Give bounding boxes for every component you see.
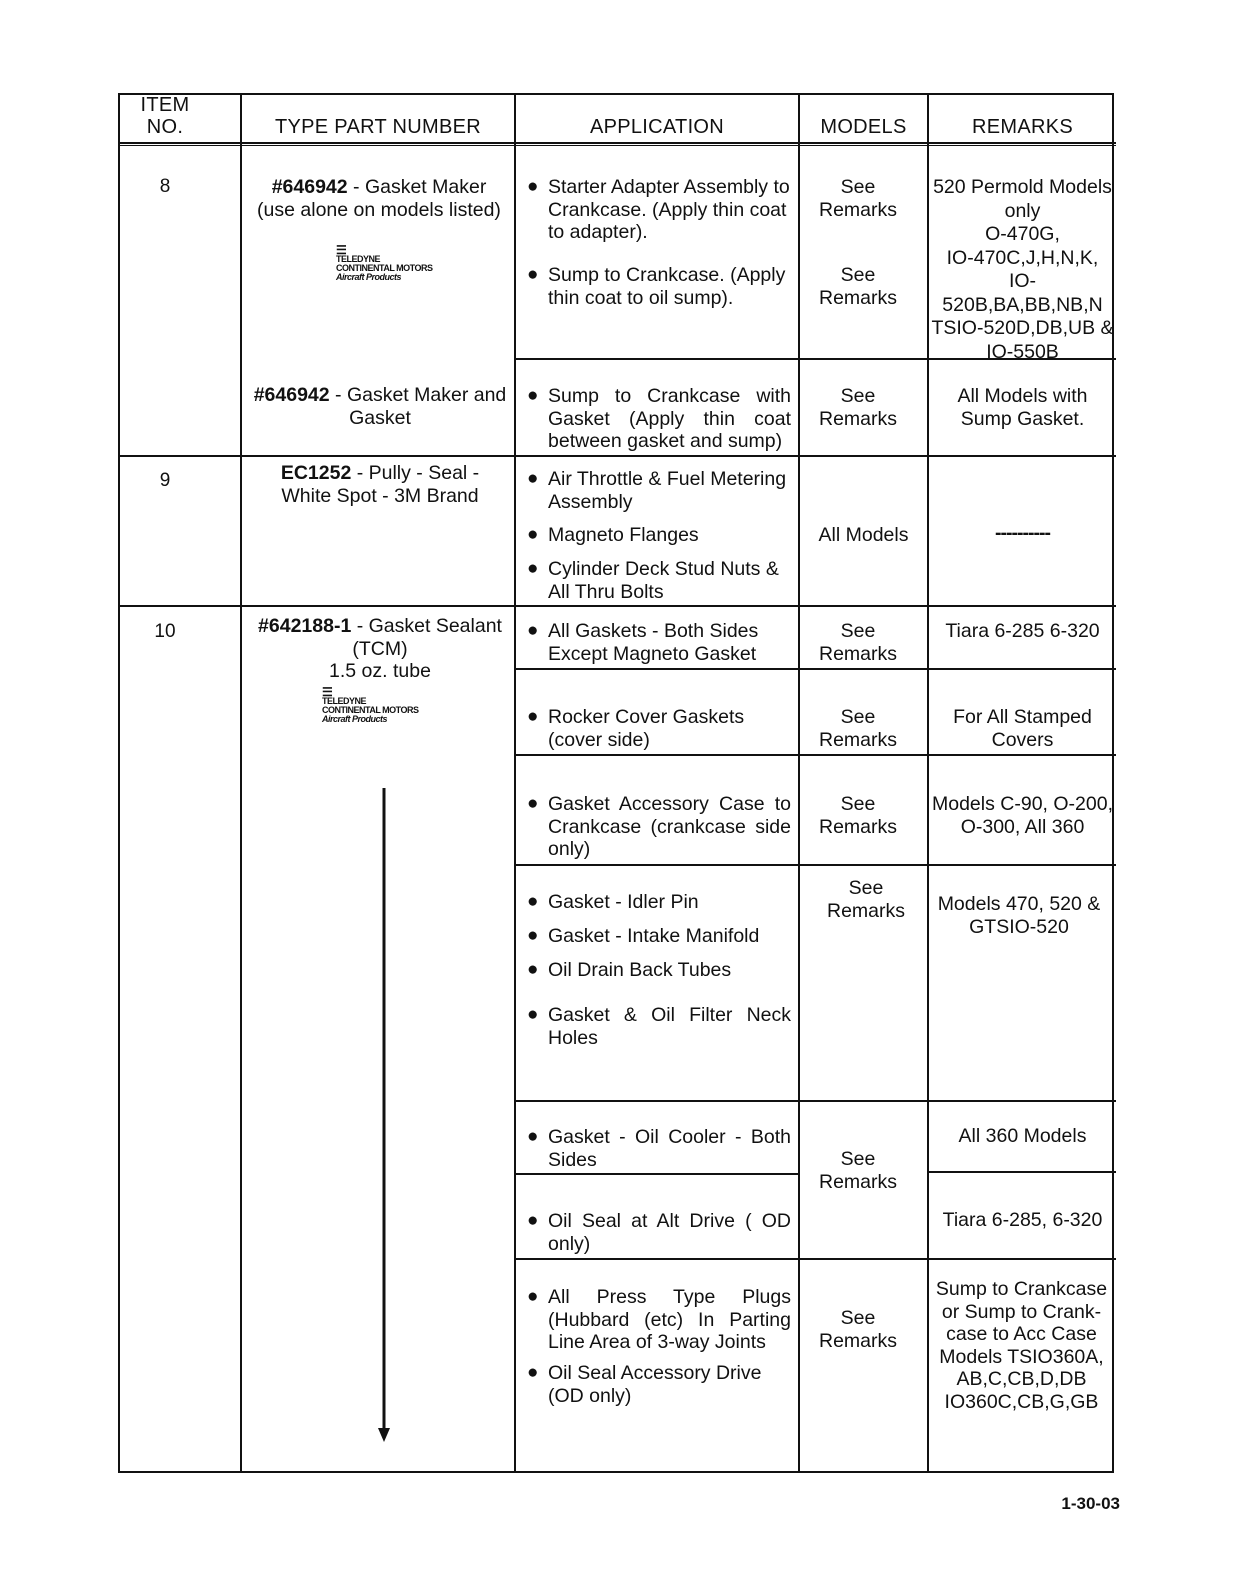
- application-text: Oil Seal Accessory Drive (OD only): [548, 1362, 762, 1407]
- remarks-line: O-300, All 360: [960, 815, 1085, 838]
- bullet-icon: ●: [527, 264, 539, 285]
- application-text: All Gaskets - Both Sides Except Magneto Gasket: [548, 620, 759, 665]
- bullet-icon: ●: [527, 1004, 539, 1025]
- application-bullet: [527, 891, 791, 914]
- item-number: 10: [154, 621, 176, 642]
- application-text: Rocker Cover Gaskets (cover side): [548, 706, 745, 751]
- part-description-2: Gasket: [349, 406, 411, 429]
- application-text: All Press Type Plugs (Hubbard (etc) In Parting Line Area of 3-way Joints: [548, 1286, 791, 1353]
- logo-line-2: CONTINENTAL MOTORS: [322, 705, 419, 715]
- models-cell: See Remarks: [818, 620, 897, 665]
- application-bullet: [527, 524, 791, 547]
- remarks-line: O-470G,: [985, 223, 1060, 245]
- part-description-2: (TCM): [352, 637, 408, 660]
- part-number-cell: [244, 615, 516, 683]
- bullet-icon: ●: [527, 1362, 539, 1383]
- part-number: #646942: [253, 384, 330, 406]
- application-bullet: [527, 1286, 791, 1354]
- part-number-cell: [244, 384, 516, 429]
- application-text: Gasket - Idler Pin: [548, 891, 699, 913]
- models-cell: See Remarks: [818, 176, 897, 221]
- application-text: Gasket Accessory Case to Crankcase (crankcase side only): [548, 793, 791, 860]
- row-sep-10b: [514, 754, 1116, 756]
- page-number: 1-30-03: [1061, 1494, 1120, 1513]
- teledyne-logo: [336, 243, 433, 282]
- remarks-line: Models 470, 520 &: [937, 893, 1101, 915]
- col-divider-2: [514, 93, 516, 1473]
- models-cell: All Models: [818, 524, 909, 546]
- part-number: #642188-1: [258, 615, 352, 637]
- remarks-line: Models TSIO360A,: [939, 1345, 1104, 1368]
- part-description: - Gasket Maker and: [329, 384, 507, 406]
- application-bullet: [527, 925, 791, 948]
- header-divider-2: [118, 145, 1116, 146]
- logo-line-1: TELEDYNE: [322, 696, 367, 706]
- bullet-icon: ●: [527, 925, 539, 946]
- application-bullet: [527, 1362, 791, 1407]
- header-models: MODELS: [820, 116, 907, 138]
- remarks-cell: [929, 176, 1116, 364]
- row-sep-9-10: [118, 605, 1116, 607]
- models-cell: See Remarks: [826, 877, 905, 922]
- remarks-line: All Models with: [957, 385, 1088, 407]
- remarks-cell: [929, 706, 1116, 751]
- part-number-cell: [244, 176, 514, 221]
- bullet-icon: ●: [527, 524, 539, 545]
- bullet-icon: ●: [527, 468, 539, 489]
- remarks-line: IO360C,CB,G,GB: [944, 1390, 1099, 1413]
- header-application: APPLICATION: [589, 116, 725, 138]
- bullet-icon: ●: [527, 385, 539, 406]
- application-text: Gasket & Oil Filter Neck Holes: [548, 1004, 791, 1049]
- item-number: 8: [159, 176, 171, 197]
- logo-line-3: Aircraft Products: [336, 272, 402, 282]
- continuation-arrow-icon: [372, 786, 396, 1446]
- application-text: Oil Drain Back Tubes: [548, 959, 732, 981]
- application-bullet: [527, 264, 791, 309]
- bullet-icon: ●: [527, 176, 539, 197]
- application-bullet: [527, 1004, 791, 1049]
- part-number-cell: [244, 462, 516, 507]
- application-text: Cylinder Deck Stud Nuts & All Thru Bolts: [548, 558, 779, 603]
- bird-logo-icon: ☰: [322, 685, 333, 699]
- row-sep-8-9: [118, 455, 1116, 457]
- logo-line-2: CONTINENTAL MOTORS: [336, 263, 433, 273]
- application-bullet: [527, 706, 791, 751]
- application-bullet: [527, 385, 791, 453]
- header-item-no: [120, 94, 210, 138]
- application-text: Sump to Crankcase. (Apply thin coat to oil sump).: [548, 264, 786, 309]
- remarks-cell: [929, 385, 1116, 430]
- remarks-cell: Tiara 6-285, 6-320: [942, 1209, 1103, 1231]
- part-description-2: (use alone on models listed): [257, 198, 501, 221]
- part-description-2: White Spot - 3M Brand: [281, 484, 479, 507]
- bullet-icon: ●: [527, 620, 539, 641]
- header-type-part-number: TYPE PART NUMBER: [275, 116, 481, 138]
- remarks-line: For All Stamped: [953, 706, 1092, 728]
- remarks-line: TSIO-520D,DB,UB &: [931, 317, 1114, 339]
- bullet-icon: ●: [527, 1210, 539, 1231]
- header-item-line: ITEM: [140, 94, 190, 116]
- part-description: - Gasket Maker: [347, 176, 487, 198]
- item-number: 9: [159, 470, 171, 491]
- remarks-cell: ----------: [995, 522, 1050, 544]
- remarks-line: Covers: [991, 728, 1054, 751]
- logo-line-3: Aircraft Products: [322, 714, 388, 724]
- remarks-cell: [929, 793, 1116, 838]
- remarks-cell: Tiara 6-285 6-320: [945, 620, 1100, 642]
- application-text: Air Throttle & Fuel Metering Assembly: [548, 468, 787, 513]
- models-cell: See Remarks: [818, 1148, 897, 1193]
- logo-line-1: TELEDYNE: [336, 254, 381, 264]
- remarks-line: IO-550B: [986, 340, 1059, 363]
- teledyne-logo: [322, 685, 419, 724]
- remarks-line: AB,C,CB,D,DB: [956, 1368, 1087, 1390]
- application-bullet: [527, 1210, 791, 1255]
- application-bullet: [527, 468, 791, 513]
- bird-logo-icon: ☰: [336, 243, 347, 257]
- col-divider-1: [240, 93, 242, 1473]
- bullet-icon: ●: [527, 558, 539, 579]
- remarks-line: 520 Permold Models: [933, 176, 1112, 198]
- application-text: Oil Seal at Alt Drive ( OD only): [548, 1210, 791, 1255]
- application-bullet: [527, 176, 791, 244]
- header-remarks: REMARKS: [971, 116, 1073, 138]
- remarks-line: case to Acc Case: [946, 1323, 1097, 1345]
- part-number: #646942: [271, 176, 348, 198]
- application-bullet: [527, 620, 791, 665]
- remarks-cell: [929, 893, 1109, 938]
- application-bullet: [527, 1126, 791, 1171]
- header-no-line: NO.: [146, 116, 184, 138]
- application-text: Starter Adapter Assembly to Crankcase. (Apply thin coat to adapter).: [548, 176, 790, 243]
- remarks-line: only: [1004, 199, 1041, 222]
- row-sep-10e-app: [514, 1173, 798, 1175]
- bullet-icon: ●: [527, 891, 539, 912]
- application-text: Gasket - Intake Manifold: [548, 925, 760, 947]
- bullet-icon: ●: [527, 706, 539, 727]
- col-divider-3: [798, 93, 800, 1473]
- remarks-line: IO-470C,J,H,N,K,: [946, 246, 1099, 269]
- bullet-icon: ●: [527, 1286, 539, 1307]
- models-cell: See Remarks: [818, 706, 897, 751]
- application-text: Sump to Crankcase with Gasket (Apply thin coat between gasket and sump): [548, 385, 791, 452]
- row-sep-10d: [514, 1100, 1116, 1102]
- part-description: - Pully - Seal -: [351, 462, 480, 484]
- remarks-cell: All 360 Models: [958, 1125, 1087, 1147]
- remarks-line: Sump to Crankcase: [935, 1278, 1108, 1300]
- models-cell: See Remarks: [818, 793, 897, 838]
- row-sep-10a: [514, 668, 1116, 670]
- remarks-cell: [929, 1278, 1114, 1413]
- row-sep-10e-rem: [927, 1171, 1116, 1173]
- remarks-line: IO-520B,BA,BB,NB,N: [942, 270, 1103, 316]
- application-text: Gasket - Oil Cooler - Both Sides: [548, 1126, 791, 1171]
- application-bullet: [527, 959, 791, 982]
- application-bullet: [527, 793, 791, 861]
- remarks-line: Models C-90, O-200,: [932, 793, 1113, 815]
- remarks-line: GTSIO-520: [969, 915, 1069, 938]
- application-bullet: [527, 558, 791, 603]
- row-sep-10c: [514, 864, 1116, 866]
- row-sep-10f: [514, 1258, 1116, 1260]
- application-text: Magneto Flanges: [548, 524, 699, 546]
- bullet-icon: ●: [527, 959, 539, 980]
- remarks-line: or Sump to Crank-: [941, 1300, 1102, 1323]
- models-cell: See Remarks: [818, 264, 897, 309]
- bullet-icon: ●: [527, 793, 539, 814]
- models-cell: See Remarks: [818, 1307, 897, 1352]
- models-cell: See Remarks: [818, 385, 897, 430]
- part-description-3: 1.5 oz. tube: [329, 660, 431, 682]
- remarks-line: Sump Gasket.: [960, 407, 1085, 430]
- bullet-icon: ●: [527, 1126, 539, 1147]
- part-number: EC1252: [280, 462, 352, 484]
- header-divider: [118, 142, 1116, 144]
- part-description: - Gasket Sealant: [351, 615, 502, 637]
